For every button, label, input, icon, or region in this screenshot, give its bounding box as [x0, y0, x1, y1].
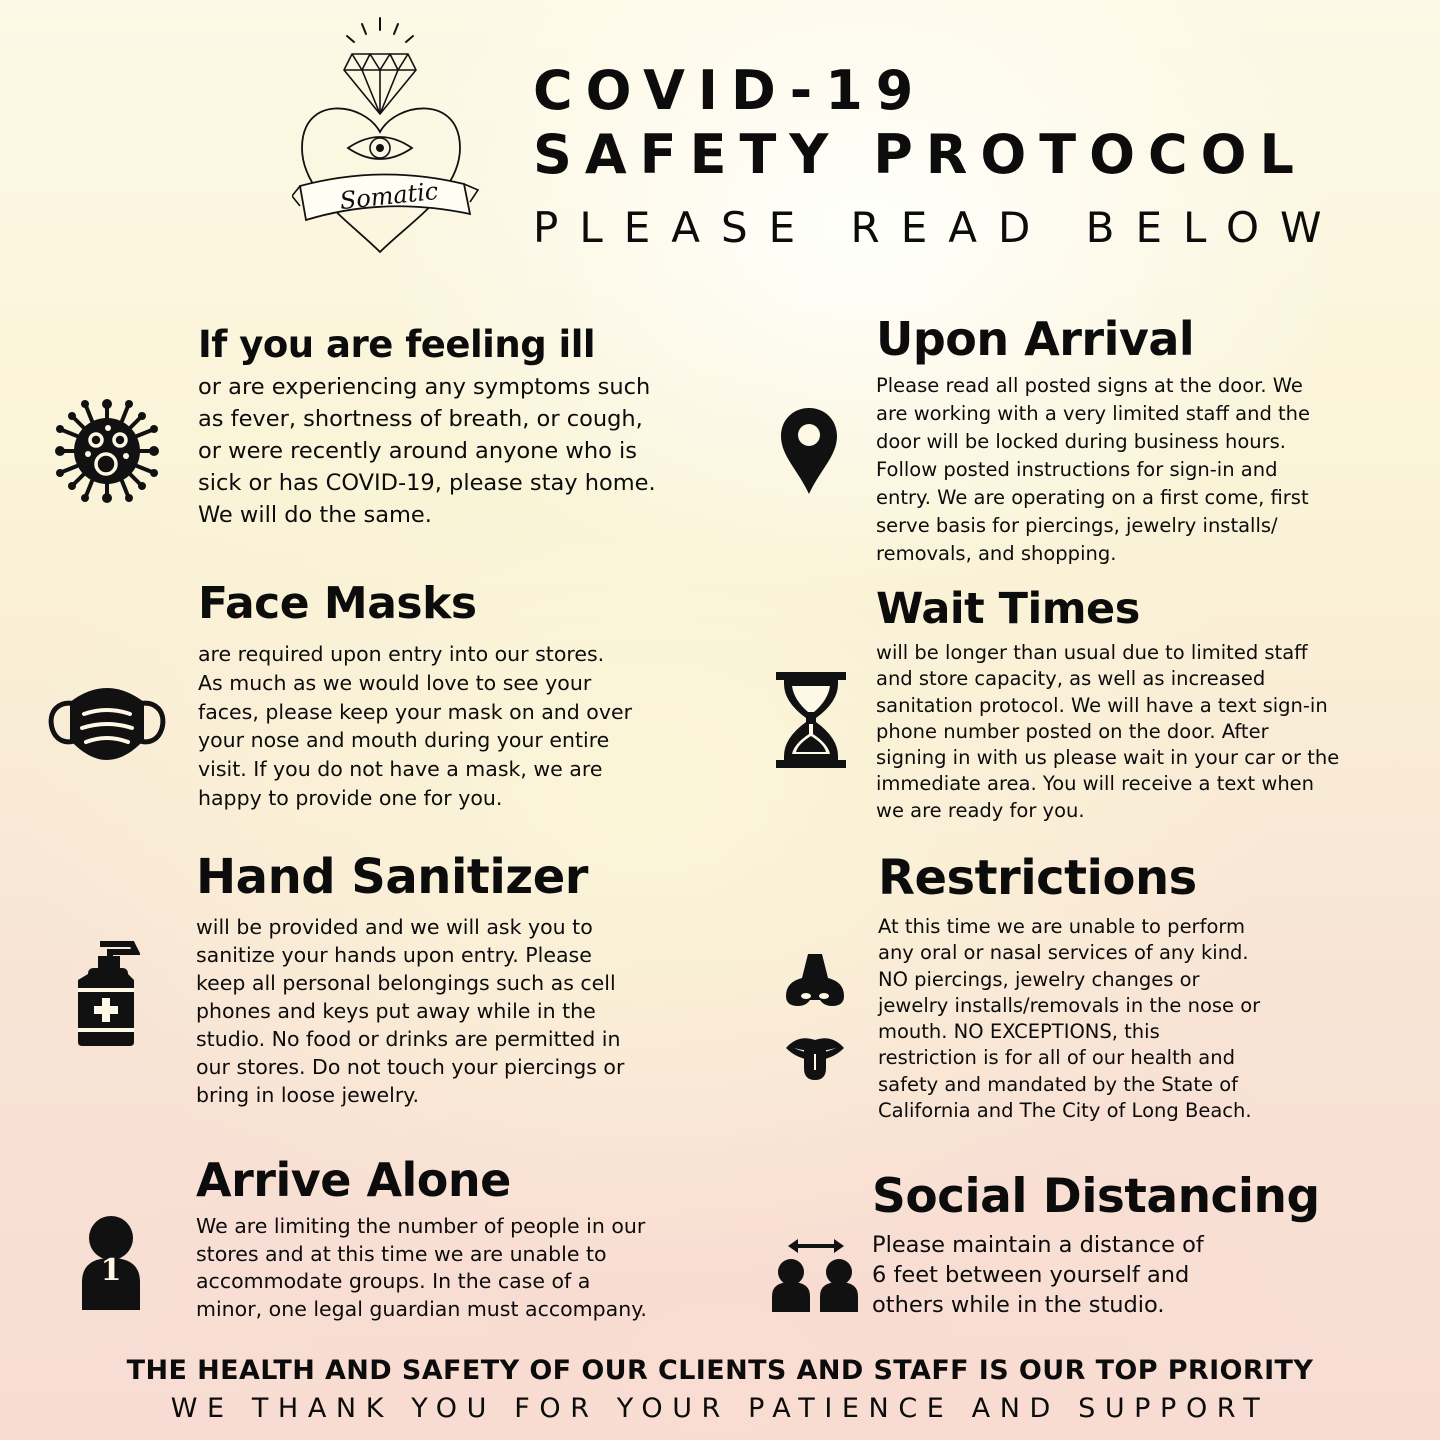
nose-icon	[784, 952, 846, 1008]
single-person-icon	[78, 1214, 144, 1310]
location-pin-icon	[778, 406, 840, 496]
section-restrictions	[878, 850, 1398, 1124]
logo-wordmark: Somatic	[338, 176, 440, 216]
section-social-distancing	[872, 1169, 1392, 1320]
footer-thank-you: WE THANK YOU FOR YOUR PATIENCE AND SUPPORT	[170, 1393, 1270, 1424]
sanitizer-bottle-icon	[76, 940, 140, 1046]
section-arrive-alone	[196, 1153, 736, 1323]
section-wait-times	[876, 584, 1416, 824]
section-hand-sanitizer	[196, 849, 716, 1109]
section-title: Social Distancing	[872, 1169, 1320, 1224]
section-face-masks	[198, 578, 718, 813]
mouth-tongue-icon	[784, 1030, 846, 1082]
section-body: At this time we are unable to perform any oral or nasal services of any kind. NO piercings, jewelry changes or jewelry installs/removals in the nose or mouth. NO EXCEPTIONS, this restriction is for all of our health and safety and mandated by the State of California and The City of Long Beach.	[878, 915, 1261, 1123]
section-feeling-ill	[198, 323, 758, 531]
page-title-line1: COVID-19	[533, 59, 927, 122]
distancing-people-icon	[770, 1236, 860, 1312]
section-body: Please maintain a distance of 6 feet between yourself and others while in the studio.	[872, 1232, 1204, 1318]
section-title: Restrictions	[878, 850, 1197, 906]
section-body: Please read all posted signs at the door. We are working with a very limited staff and the door will be locked during business hours. Follow posted instructions for sign-in and entry. We are operating on a first come, first serve basis for piercings, jewelry installs/ removals, and shopping.	[876, 374, 1311, 565]
section-title: Upon Arrival	[876, 312, 1195, 366]
somatic-logo	[292, 14, 482, 259]
section-body: or are experiencing any symptoms such as fever, shortness of breath, or cough, or were recently around anyone who is sick or has COVID-19, please stay home. We will do the same.	[198, 374, 656, 528]
section-title: Wait Times	[876, 584, 1140, 634]
person-number-label: 1	[100, 1253, 122, 1288]
footer-priority-statement: THE HEALTH AND SAFETY OF OUR CLIENTS AND STAFF IS OUR TOP PRIORITY	[126, 1355, 1314, 1386]
face-mask-icon	[46, 682, 168, 768]
section-body: will be provided and we will ask you to sanitize your hands upon entry. Please keep all personal belongings such as cell phones and keys put away while in the studio. No food or drinks are permitted in our stores. Do not touch your piercings or bring in loose jewelry.	[196, 915, 625, 1107]
section-upon-arrival	[876, 312, 1416, 568]
section-body: are required upon entry into our stores. As much as we would love to see your faces, please keep your mask on and over your nose and mouth during your entire visit. If you do not have a mask, we are happy to provide one for you.	[198, 642, 633, 810]
section-title: Arrive Alone	[196, 1153, 511, 1207]
page-title-line2: SAFETY PROTOCOL	[533, 123, 1307, 186]
section-title: Hand Sanitizer	[196, 849, 588, 905]
virus-icon	[50, 394, 164, 508]
section-title: If you are feeling ill	[198, 323, 596, 366]
section-title: Face Masks	[198, 578, 477, 629]
section-body: will be longer than usual due to limited staff and store capacity, as well as increased sanitation protocol. We will have a text sign-in phone number posted on the door. After signing in with us please wait in your car or the immediate area. You will receive a text when we are ready for you.	[876, 641, 1340, 822]
hourglass-icon	[776, 672, 846, 768]
section-body: We are limiting the number of people in our stores and at this time we are unable to accommodate groups. In the case of a minor, one legal guardian must accompany.	[196, 1214, 647, 1321]
page-subtitle: PLEASE READ BELOW	[533, 203, 1343, 252]
